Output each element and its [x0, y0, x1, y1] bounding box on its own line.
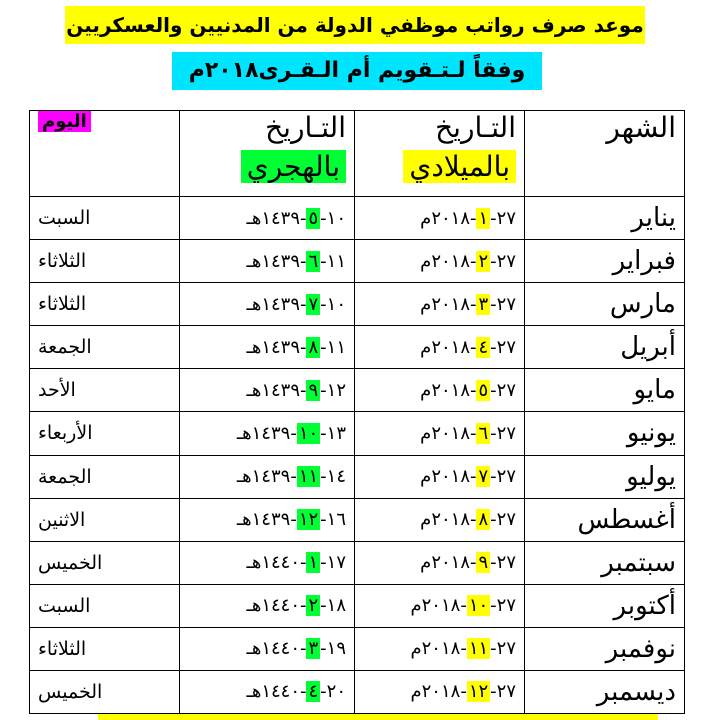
day-cell: الجمعة: [30, 326, 180, 369]
gregorian-date-cell: ٢٧-١٠-٢٠١٨م: [355, 584, 525, 627]
gregorian-date-cell: ٢٧-٣-٢٠١٨م: [355, 283, 525, 326]
month-cell: يوليو: [525, 455, 685, 498]
hijri-month: ١٢: [298, 509, 319, 531]
hijri-month: ٣: [308, 638, 319, 660]
gregorian-header-line-2: بالميلادي: [403, 150, 516, 183]
day-cell: الأحد: [30, 369, 180, 412]
day-cell: الأربعاء: [30, 412, 180, 455]
table-row: [30, 455, 685, 498]
day-cell: الثلاثاء: [30, 627, 180, 670]
hijri-month: ١٠: [298, 422, 319, 444]
gregorian-date-cell: ٢٧-١١-٢٠١٨م: [355, 627, 525, 670]
hijri-month: ٥: [308, 207, 319, 229]
table-row: [30, 412, 685, 455]
gregorian-day: ٢٧: [496, 250, 516, 272]
month-cell: أكتوبر: [525, 584, 685, 627]
month-cell: مارس: [525, 283, 685, 326]
hijri-header-line-1: التـاريخ: [265, 111, 346, 144]
gregorian-date-cell: ٢٧-٧-٢٠١٨م: [355, 455, 525, 498]
hijri-month: ٢: [308, 595, 319, 617]
hijri-year: ١٤٣٩هـ: [246, 207, 300, 229]
gregorian-header-line-1: التـاريخ: [435, 111, 516, 144]
hijri-year: ١٤٣٩هـ: [246, 250, 300, 272]
gregorian-month: ٣: [478, 293, 489, 315]
gregorian-day: ٢٧: [496, 552, 516, 574]
gregorian-month: ٦: [478, 422, 489, 444]
gregorian-day: ٢٧: [496, 509, 516, 531]
gregorian-year: ٢٠١٨م: [410, 638, 461, 660]
hijri-date-cell: ١٩-٣-١٤٤٠هـ: [180, 627, 355, 670]
hijri-day: ١٦: [326, 509, 346, 531]
table-row: [30, 197, 685, 240]
hijri-year: ١٤٣٩هـ: [246, 379, 300, 401]
bottom-highlight-bar: [98, 714, 658, 720]
hijri-day: ١٧: [326, 552, 346, 574]
month-cell: يونيو: [525, 412, 685, 455]
gregorian-date-cell: ٢٧-٩-٢٠١٨م: [355, 541, 525, 584]
gregorian-year: ٢٠١٨م: [420, 422, 470, 444]
hijri-year: ١٤٣٩هـ: [246, 336, 300, 358]
day-header: [30, 111, 180, 197]
gregorian-month: ١: [478, 207, 489, 229]
hijri-date-cell: ١٧-١-١٤٤٠هـ: [180, 541, 355, 584]
day-cell: الثلاثاء: [30, 240, 180, 283]
hijri-day: ١٨: [326, 595, 346, 617]
hijri-year: ١٤٤٠هـ: [246, 638, 300, 660]
day-cell: الخميس: [30, 541, 180, 584]
table-row: [30, 584, 685, 627]
hijri-day: ١٢: [326, 379, 346, 401]
gregorian-month: ١١: [468, 638, 489, 660]
table-row: [30, 541, 685, 584]
month-cell: سبتمبر: [525, 541, 685, 584]
header-row: [30, 111, 685, 197]
hijri-year: ١٤٣٩هـ: [236, 466, 291, 488]
gregorian-year: ٢٠١٨م: [420, 250, 470, 272]
gregorian-year: ٢٠١٨م: [410, 681, 461, 703]
hijri-day: ١١: [326, 336, 346, 358]
hijri-day: ١٤: [326, 466, 346, 488]
hijri-day: ١٠: [326, 207, 346, 229]
gregorian-day: ٢٧: [496, 466, 516, 488]
month-cell: مايو: [525, 369, 685, 412]
day-header-label: اليوم: [38, 111, 91, 132]
gregorian-month: ٨: [478, 509, 489, 531]
hijri-month: ٦: [308, 250, 319, 272]
gregorian-day: ٢٧: [496, 207, 516, 229]
hijri-date-cell: ١٨-٢-١٤٤٠هـ: [180, 584, 355, 627]
month-cell: فبراير: [525, 240, 685, 283]
gregorian-month: ١٠: [468, 595, 489, 617]
day-cell: السبت: [30, 584, 180, 627]
gregorian-month: ٢: [478, 250, 489, 272]
hijri-day: ١٩: [326, 638, 346, 660]
gregorian-year: ٢٠١٨م: [420, 552, 470, 574]
day-cell: الاثنين: [30, 498, 180, 541]
gregorian-day: ٢٧: [496, 638, 516, 660]
gregorian-day: ٢٧: [496, 336, 516, 358]
table-row: [30, 283, 685, 326]
gregorian-month: ١٢: [468, 681, 489, 703]
hijri-year: ١٤٤٠هـ: [246, 552, 300, 574]
table-row: [30, 670, 685, 713]
gregorian-year: ٢٠١٨م: [420, 207, 470, 229]
title-line-1: موعد صرف رواتب موظفي الدولة من المدنيين والعسكريين: [65, 6, 645, 44]
gregorian-year: ٢٠١٨م: [420, 509, 470, 531]
month-header: الشهر: [525, 111, 685, 197]
table-row: [30, 326, 685, 369]
gregorian-day: ٢٧: [496, 595, 516, 617]
hijri-date-header: [180, 111, 355, 197]
hijri-day: ٢٠: [326, 681, 346, 703]
day-cell: السبت: [30, 197, 180, 240]
gregorian-date-cell: ٢٧-٦-٢٠١٨م: [355, 412, 525, 455]
hijri-date-cell: ١٠-٥-١٤٣٩هـ: [180, 197, 355, 240]
gregorian-month: ٤: [478, 336, 489, 358]
hijri-year: ١٤٤٠هـ: [246, 681, 300, 703]
gregorian-date-cell: ٢٧-٢-٢٠١٨م: [355, 240, 525, 283]
hijri-month: ١١: [298, 466, 319, 488]
gregorian-day: ٢٧: [496, 379, 516, 401]
gregorian-year: ٢٠١٨م: [410, 595, 461, 617]
month-cell: نوفمبر: [525, 627, 685, 670]
gregorian-year: ٢٠١٨م: [420, 379, 470, 401]
month-cell: أغسطس: [525, 498, 685, 541]
gregorian-month: ٩: [478, 552, 489, 574]
gregorian-year: ٢٠١٨م: [420, 293, 470, 315]
table-row: [30, 627, 685, 670]
hijri-year: ١٤٣٩هـ: [236, 509, 291, 531]
day-cell: الثلاثاء: [30, 283, 180, 326]
hijri-year: ١٤٣٩هـ: [236, 422, 291, 444]
day-cell: الجمعة: [30, 455, 180, 498]
hijri-date-cell: ١٣-١٠-١٤٣٩هـ: [180, 412, 355, 455]
hijri-header-line-2: بالهجري: [241, 150, 346, 183]
table-row: [30, 369, 685, 412]
salary-schedule-table: [29, 110, 685, 714]
hijri-day: ١٠: [326, 293, 346, 315]
hijri-date-cell: ٢٠-٤-١٤٤٠هـ: [180, 670, 355, 713]
gregorian-date-cell: ٢٧-٥-٢٠١٨م: [355, 369, 525, 412]
hijri-date-cell: ١١-٦-١٤٣٩هـ: [180, 240, 355, 283]
hijri-month: ٨: [308, 336, 319, 358]
hijri-month: ٧: [308, 293, 319, 315]
month-cell: أبريل: [525, 326, 685, 369]
hijri-date-cell: ١٠-٧-١٤٣٩هـ: [180, 283, 355, 326]
gregorian-date-cell: ٢٧-٤-٢٠١٨م: [355, 326, 525, 369]
gregorian-date-cell: ٢٧-١-٢٠١٨م: [355, 197, 525, 240]
hijri-date-cell: ١٢-٩-١٤٣٩هـ: [180, 369, 355, 412]
hijri-date-cell: ١١-٨-١٤٣٩هـ: [180, 326, 355, 369]
hijri-date-cell: ١٦-١٢-١٤٣٩هـ: [180, 498, 355, 541]
hijri-day: ١١: [326, 250, 346, 272]
hijri-date-cell: ١٤-١١-١٤٣٩هـ: [180, 455, 355, 498]
table-row: [30, 240, 685, 283]
title-line-2: وفقاً لـتـقويم أم الـقـرى٢٠١٨م: [172, 52, 542, 90]
gregorian-day: ٢٧: [496, 681, 516, 703]
gregorian-day: ٢٧: [496, 422, 516, 444]
hijri-day: ١٣: [326, 422, 346, 444]
table-row: [30, 498, 685, 541]
hijri-month: ٤: [308, 681, 319, 703]
gregorian-year: ٢٠١٨م: [420, 336, 470, 358]
hijri-year: ١٤٤٠هـ: [246, 595, 300, 617]
hijri-month: ١: [308, 552, 319, 574]
gregorian-date-cell: ٢٧-١٢-٢٠١٨م: [355, 670, 525, 713]
gregorian-day: ٢٧: [496, 293, 516, 315]
hijri-year: ١٤٣٩هـ: [246, 293, 300, 315]
month-cell: ديسمبر: [525, 670, 685, 713]
gregorian-year: ٢٠١٨م: [420, 466, 470, 488]
day-cell: الخميس: [30, 670, 180, 713]
gregorian-month: ٥: [478, 379, 489, 401]
hijri-month: ٩: [308, 379, 319, 401]
month-cell: يناير: [525, 197, 685, 240]
gregorian-date-header: [355, 111, 525, 197]
gregorian-month: ٧: [478, 466, 489, 488]
gregorian-date-cell: ٢٧-٨-٢٠١٨م: [355, 498, 525, 541]
